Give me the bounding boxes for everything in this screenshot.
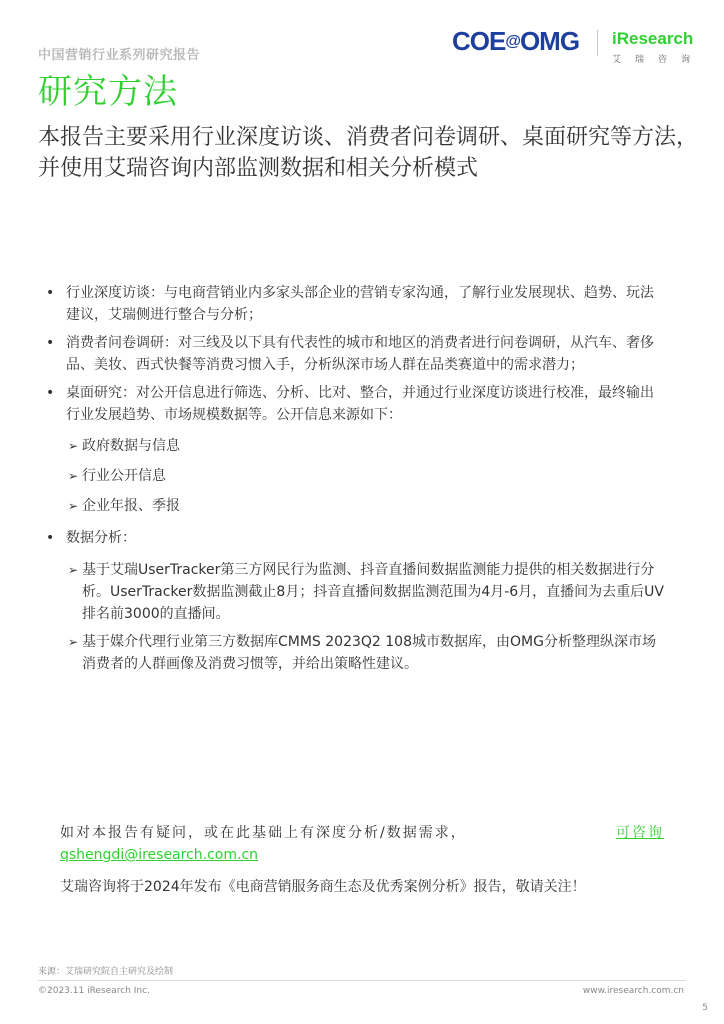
list-item <box>68 631 666 675</box>
list-item-text: 企业年报、季报 <box>82 498 180 514</box>
list-item <box>68 435 666 457</box>
iresearch-logo-subtitle: 艾瑞咨询 <box>612 55 705 65</box>
copyright: ©2023.11 iResearch Inc. <box>38 986 150 996</box>
list-item-text: 桌面研究：对公开信息进行筛选、分析、比对、整合，并通过行业深度访谈进行校准，最终输出行业发展趋势、市场规模数据等。公开信息来源如下： <box>66 385 654 423</box>
list-item-text: 消费者问卷调研：对三线及以下具有代表性的城市和地区的消费者进行问卷调研，从汽车、奢侈品、美妆、西式快餐等消费习惯入手，分析纵深市场人群在品类赛道中的需求潜力； <box>66 335 654 373</box>
list-item <box>68 495 666 517</box>
data-analysis-list <box>46 559 666 675</box>
list-item-text: 政府数据与信息 <box>82 438 180 454</box>
list-item-text: 数据分析： <box>66 530 136 546</box>
logo-omg-text: OMG <box>519 26 580 56</box>
headline: 本报告主要采用行业深度访谈、消费者问卷调研、桌面研究等方法，并使用艾瑞咨询内部监测数据和相关分析模式 <box>38 125 699 181</box>
contact-prefix: 如对本报告有疑问，或在此基础上有深度分析/数据需求， <box>60 825 467 841</box>
report-notice: 艾瑞咨询将于2024年发布《电商营销服务商生态及优秀案例分析》报告，敬请关注！ <box>60 879 586 895</box>
coe-omg-logo <box>452 26 579 57</box>
list-item <box>68 465 666 487</box>
iresearch-logo: iResearch <box>612 29 694 48</box>
list-item-text: 行业深度访谈：与电商营销业内多家头部企业的营销专家沟通，了解行业发展现状、趋势、玩法建议，艾瑞侧进行整合与分析； <box>66 285 654 323</box>
bullet-icon: • <box>46 530 55 546</box>
consult-link[interactable]: 可咨询 <box>616 825 664 841</box>
page-title: 研究方法 <box>38 72 178 112</box>
bullet-icon: • <box>46 385 55 401</box>
email-link[interactable]: qshengdi@iresearch.com.cn <box>60 847 259 863</box>
list-item-text: 基于媒介代理行业第三方数据库CMMS 2023Q2 108城市数据库，由OMG分析整理纵深市场消费者的人群画像及消费习惯等，并给出策略性建议。 <box>82 634 656 672</box>
logo-coe-text: COE <box>452 26 506 56</box>
source-note: 来源：艾瑞研究院自主研究及绘制 <box>38 967 174 977</box>
list-item <box>46 332 666 376</box>
bullet-icon: • <box>46 285 55 301</box>
bullet-icon: • <box>46 335 55 351</box>
arrow-icon: ➢ <box>68 469 79 483</box>
arrow-icon: ➢ <box>68 499 79 513</box>
report-series: 中国营销行业系列研究报告 <box>38 48 201 63</box>
contact-line <box>60 822 664 844</box>
footer-divider <box>38 980 686 981</box>
page-number: 5 <box>702 1003 708 1013</box>
contact-block <box>60 822 664 898</box>
list-item <box>68 559 666 625</box>
list-item-text: 行业公开信息 <box>82 468 166 484</box>
list-item <box>46 382 666 426</box>
desk-source-list <box>46 435 666 517</box>
logo-at-text: @ <box>505 33 520 50</box>
arrow-icon: ➢ <box>68 439 79 453</box>
list-item-text: 基于艾瑞UserTracker第三方网民行为监测、抖音直播间数据监测能力提供的相关数据进行分析。UserTracker数据监测截止8月；抖音直播间数据监测范围为4月-6月，直播间为去重后UV排名前3000的直播间。 <box>82 562 665 622</box>
arrow-icon: ➢ <box>68 635 79 649</box>
logo-divider <box>597 30 598 56</box>
list-item <box>46 527 666 549</box>
arrow-icon: ➢ <box>68 563 79 577</box>
website-link[interactable]: www.iresearch.com.cn <box>582 986 684 996</box>
method-list <box>46 282 666 685</box>
list-item <box>46 282 666 326</box>
